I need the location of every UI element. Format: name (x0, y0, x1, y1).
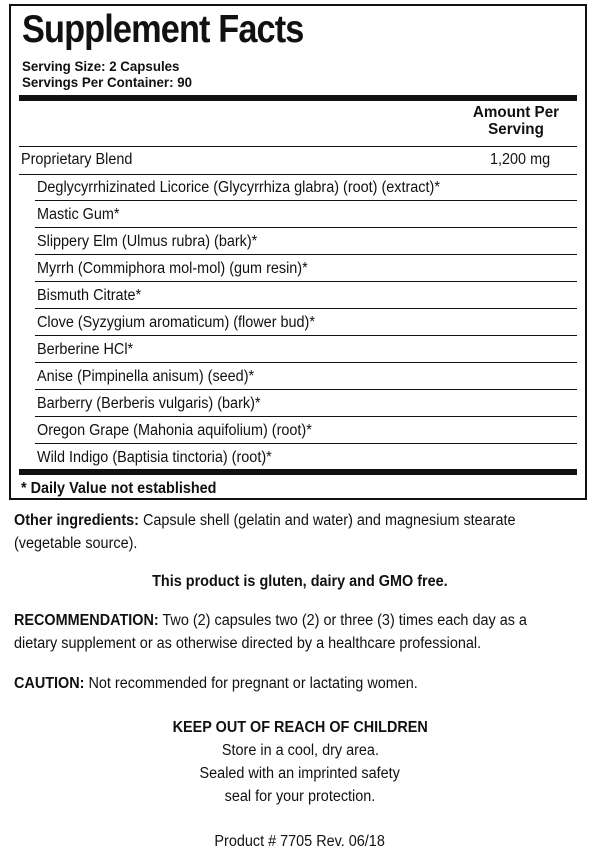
ingredient-divider (35, 416, 577, 417)
recommendation-text: Two (2) capsules two (2) or three (3) times each day as a dietary supplement or as otherwise directed by a healthcare professional. (14, 612, 527, 652)
ingredient-name: Mastic Gum* (37, 206, 120, 223)
ingredient-row (35, 445, 577, 471)
thick-divider-top (19, 95, 577, 101)
ingredient-row (35, 202, 577, 228)
other-ingredients-text: Capsule shell (gelatin and water) and magnesium stearate (vegetable source). (14, 512, 516, 552)
free-statement (0, 570, 600, 593)
amount-header-line1: Amount Per (472, 104, 560, 121)
ingredient-row (35, 418, 577, 444)
storage-line-3 (0, 785, 600, 808)
ingredient-divider (35, 362, 577, 363)
ingredient-divider (35, 389, 577, 390)
ingredient-name: Deglycyrrhizinated Licorice (Glycyrrhiza glabra) (root) (extract)* (37, 179, 440, 196)
caution-label: CAUTION: (14, 675, 85, 692)
ingredient-row (35, 175, 577, 201)
keep-out-heading (0, 716, 600, 739)
ingredient-row (35, 283, 577, 309)
ingredient-divider (35, 335, 577, 336)
ingredient-divider (35, 308, 577, 309)
ingredient-name: Bismuth Citrate* (37, 287, 142, 304)
ingredient-name: Anise (Pimpinella anisum) (seed)* (37, 368, 255, 385)
storage-line-3-text: seal for your protection. (224, 788, 376, 805)
caution-text: Not recommended for pregnant or lactating women. (84, 675, 418, 692)
supplement-facts-panel (9, 4, 587, 500)
amount-header-line2: Serving (488, 121, 544, 138)
storage-line-2-text: Sealed with an imprinted safety (199, 765, 401, 782)
ingredient-row (35, 310, 577, 336)
thick-divider-bottom (19, 469, 577, 475)
free-statement-text: This product is gluten, dairy and GMO free. (152, 573, 448, 590)
storage-line-2 (0, 762, 600, 785)
ingredient-name: Clove (Syzygium aromaticum) (flower bud)* (37, 314, 315, 331)
ingredient-name: Wild Indigo (Baptisia tinctoria) (root)* (37, 449, 272, 466)
caution (14, 672, 552, 695)
storage-line-1 (0, 739, 600, 762)
ingredient-row (35, 391, 577, 417)
recommendation-label: RECOMMENDATION: (14, 612, 159, 629)
ingredient-divider (35, 254, 577, 255)
ingredient-divider (35, 227, 577, 228)
servings-per-container: Servings Per Container: 90 (22, 74, 193, 90)
blend-name: Proprietary Blend (21, 151, 133, 168)
ingredient-row (35, 256, 577, 282)
panel-title: Supplement Facts (22, 8, 304, 51)
ingredient-name: Slippery Elm (Ulmus rubra) (bark)* (37, 233, 258, 250)
ingredient-name: Myrrh (Commiphora mol-mol) (gum resin)* (37, 260, 308, 277)
ingredient-divider (35, 281, 577, 282)
serving-size: Serving Size: 2 Capsules (22, 58, 180, 74)
blend-row (19, 147, 577, 174)
ingredient-row (35, 229, 577, 255)
amount-per-serving-header (464, 104, 569, 138)
other-ingredients (14, 509, 552, 555)
blend-amount: 1,200 mg (490, 151, 551, 168)
keep-out-heading-text: KEEP OUT OF REACH OF CHILDREN (172, 719, 428, 736)
storage-line-1-text: Store in a cool, dry area. (221, 742, 379, 759)
daily-value-note: * Daily Value not established (21, 480, 217, 497)
ingredient-row (35, 337, 577, 363)
ingredient-row (35, 364, 577, 390)
ingredient-divider (35, 443, 577, 444)
recommendation (14, 609, 552, 655)
ingredient-divider (35, 200, 577, 201)
other-ingredients-label: Other ingredients: (14, 512, 139, 529)
product-footer-text: Product # 7705 Rev. 06/18 (214, 833, 386, 850)
ingredient-name: Oregon Grape (Mahonia aquifolium) (root)* (37, 422, 312, 439)
product-footer (0, 830, 600, 853)
ingredient-name: Barberry (Berberis vulgaris) (bark)* (37, 395, 261, 412)
ingredient-name: Berberine HCl* (37, 341, 134, 358)
